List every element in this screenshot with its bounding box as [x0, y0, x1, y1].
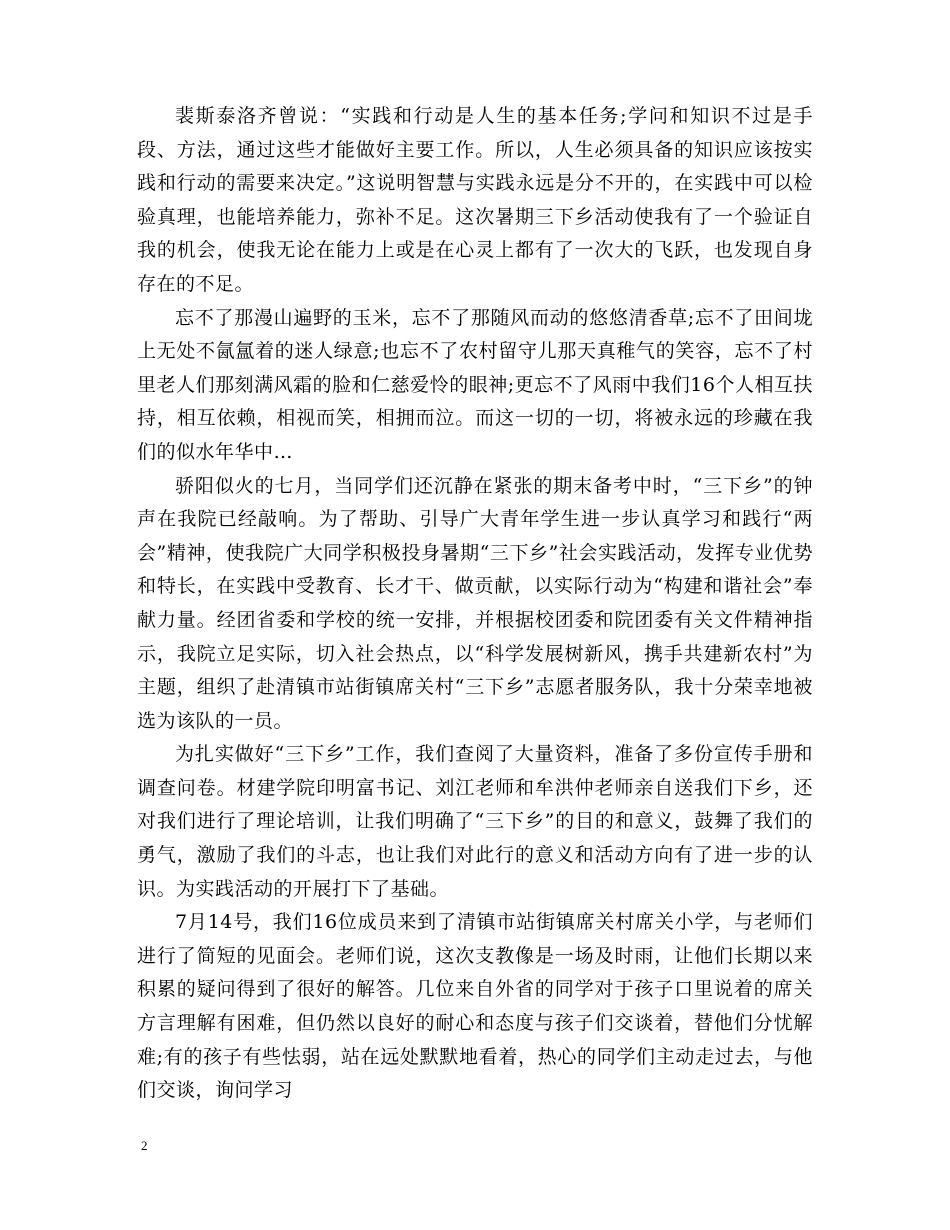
- document-body: [137, 100, 813, 1108]
- paragraph-1: 裴斯泰洛齐曾说：“实践和行动是人生的基本任务;学问和知识不过是手段、方法，通过这些才能做好主要工作。所以，人生必须具备的知识应该按实践和行动的需要来决定。”这说明智慧与实践永远是分不开的，在实践中可以检验真理，也能培养能力，弥补不足。这次暑期三下乡活动使我有了一个验证自我的机会，使我无论在能力上或是在心灵上都有了一次大的飞跃，也发现自身存在的不足。: [137, 105, 813, 295]
- paragraph-4: 为扎实做好“三下乡”工作，我们查阅了大量资料，准备了多份宣传手册和调查问卷。材建学院印明富书记、刘江老师和牟洪仲老师亲自送我们下乡，还对我们进行了理论培训，让我们明确了“三下乡”的目的和意义，鼓舞了我们的勇气，激励了我们的斗志，也让我们对此行的意义和活动方向有了进一步的认识。为实践活动的开展打下了基础。: [137, 743, 813, 900]
- paragraph-3: 骄阳似火的七月，当同学们还沉静在紧张的期末备考中时，“三下乡”的钟声在我院已经敲响。为了帮助、引导广大青年学生进一步认真学习和践行“两会”精神，使我院广大同学积极投身暑期“三下乡”社会实践活动，发挥专业优势和特长，在实践中受教育、长才干、做贡献，以实际行动为“构建和谐社会”奉献力量。经团省委和学校的统一安排，并根据校团委和院团委有关文件精神指示，我院立足实际，切入社会热点，以“科学发展树新风，携手共建新农村”为主题，组织了赴清镇市站街镇席关村“三下乡”志愿者服务队，我十分荣幸地被选为该队的一员。: [137, 474, 813, 732]
- page-number: 2: [141, 1138, 148, 1153]
- paragraph-5: 7月14号，我们16位成员来到了清镇市站街镇席关村席关小学，与老师们进行了简短的见面会。老师们说，这次支教像是一场及时雨，让他们长期以来积累的疑问得到了很好的解答。几位来自外省的同学对于孩子口里说着的席关方言理解有困难，但仍然以良好的耐心和态度与孩子们交谈着，替他们分忧解难;有的孩子有些怯弱，站在远处默默地看着，热心的同学们主动走过去，与他们交谈，询问学习: [137, 911, 813, 1102]
- paragraph-2: 忘不了那漫山遍野的玉米，忘不了那随风而动的悠悠清香草;忘不了田间垅上无处不氤氲着的迷人绿意;也忘不了农村留守儿那天真稚气的笑容，忘不了村里老人们那刻满风霜的脸和仁慈爱怜的眼神;更忘不了风雨中我们16个人相互扶持，相互依赖，相视而笑，相拥而泣。而这一切的一切，将被永远的珍藏在我们的似水年华中…: [137, 306, 813, 463]
